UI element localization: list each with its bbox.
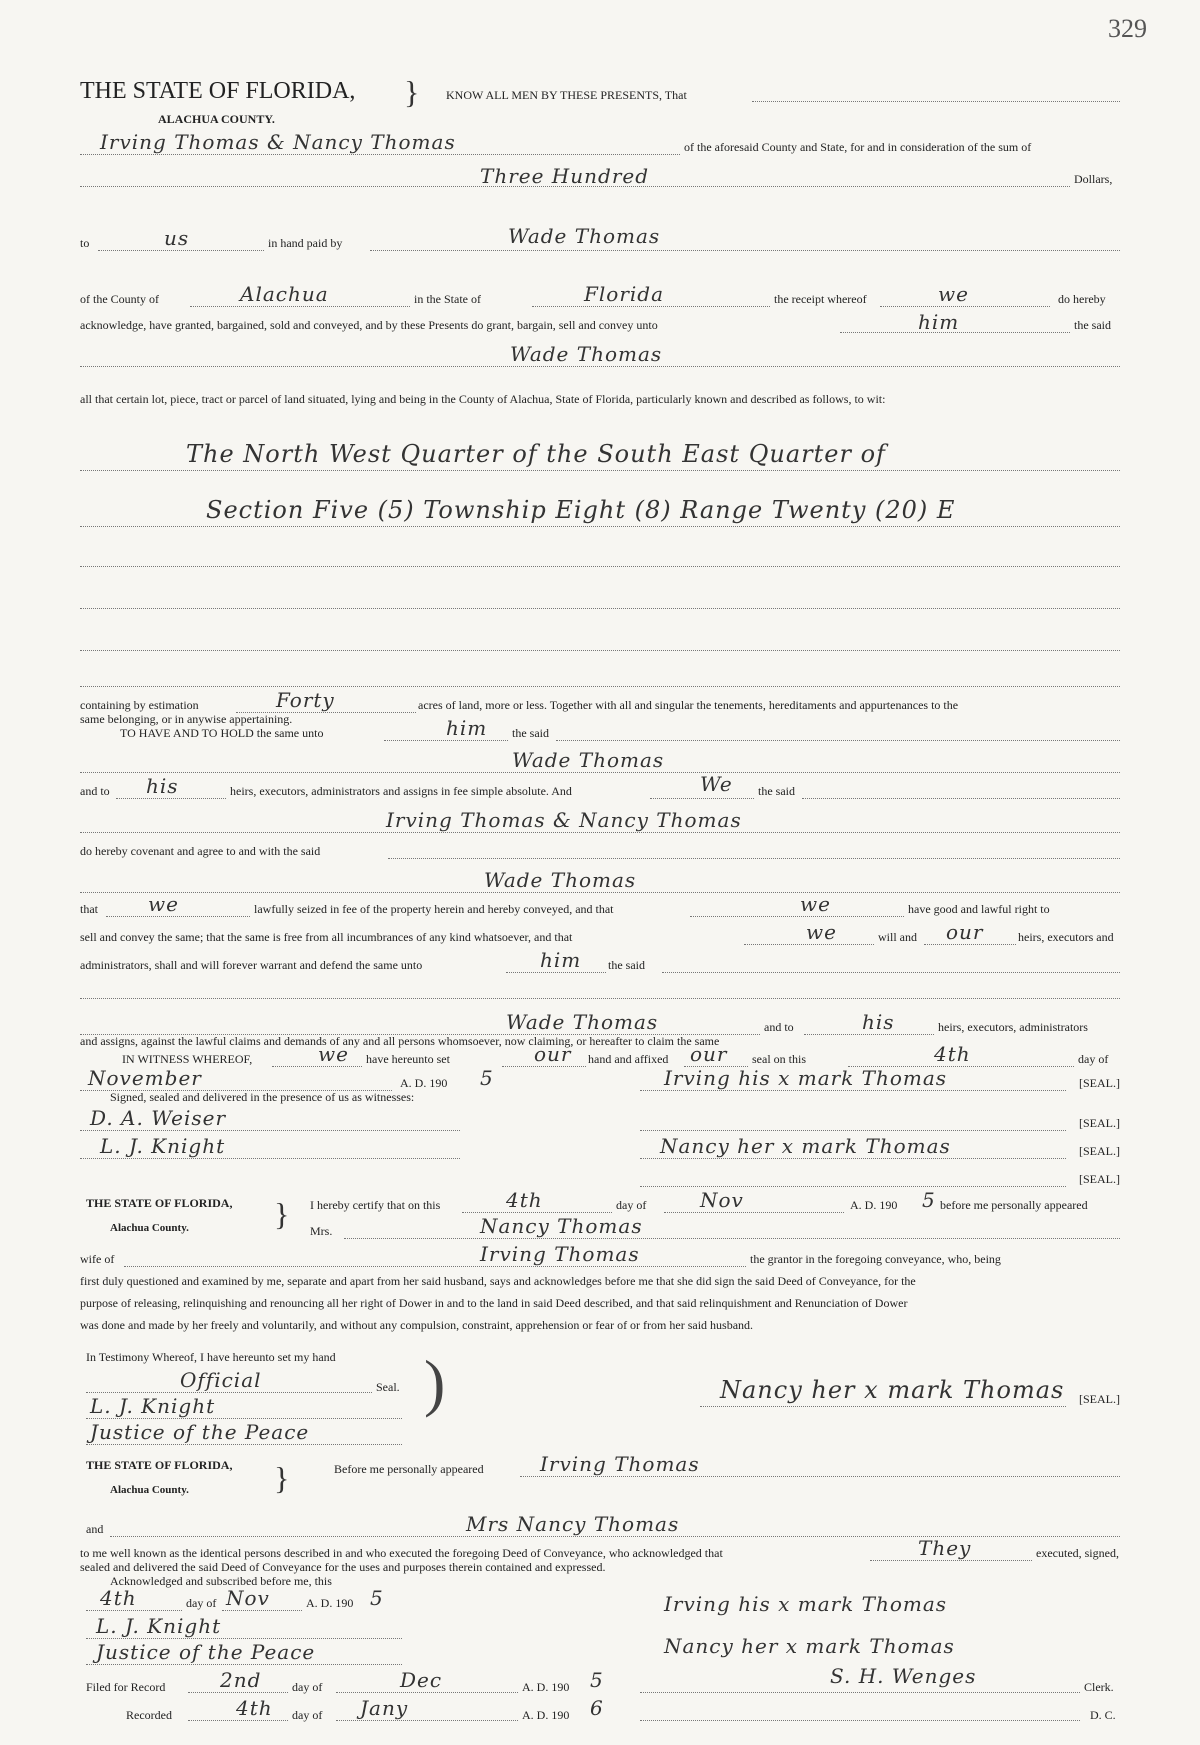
grantors-rule: [80, 154, 680, 155]
have-value: him: [446, 716, 488, 740]
convey-value: him: [918, 310, 960, 334]
state-value: Florida: [584, 282, 664, 306]
seal-3: [SEAL.]: [1079, 1144, 1120, 1158]
recorded-day: 4th: [236, 1696, 273, 1720]
dower-month-rule: [664, 1212, 844, 1213]
dower-p1: first duly questioned and examined by me, separate and apart from her said husband, says and acknowledges before me that she did sign the said Deed of Conveyance, for the: [80, 1274, 916, 1288]
heirs-text: heirs, executors, administrators and assigns in fee simple absolute. And: [230, 784, 572, 798]
witness-1-rule: [80, 1130, 460, 1131]
filed-year: 5: [590, 1668, 604, 1692]
seal-value: our: [690, 1042, 728, 1066]
header-brace: }: [404, 74, 420, 110]
ack-before-me: Before me personally appeared: [334, 1462, 484, 1476]
sig-rule-3: [640, 1158, 1066, 1159]
dower-before-me: before me personally appeared: [940, 1198, 1088, 1212]
ack-officer-name: L. J. Knight: [96, 1614, 222, 1638]
ack-month-rule: [222, 1610, 302, 1611]
month-value: November: [88, 1066, 202, 1090]
signature-grantor-1: Irving his x mark Thomas: [664, 1066, 948, 1090]
dower-wife-value: Irving Thomas: [480, 1242, 640, 1266]
dower-officer-rule: [86, 1418, 402, 1419]
dower-month: Nov: [700, 1188, 744, 1212]
grantee-3: Wade Thomas: [484, 868, 637, 892]
defend-rule-2: [662, 972, 1120, 973]
will-value: we: [806, 920, 837, 944]
dower-mrs-value: Nancy Thomas: [480, 1214, 643, 1238]
that-text: that: [80, 902, 98, 916]
filed-day-of: day of: [292, 1680, 323, 1694]
recorded-text: Recorded: [126, 1708, 172, 1722]
dower-seal-word: Seal.: [376, 1380, 400, 1394]
filed-month: Dec: [400, 1668, 443, 1692]
ack-day-rule: [86, 1610, 182, 1611]
legal-rule-3: [80, 566, 1120, 567]
witness-text: IN WITNESS WHEREOF,: [122, 1052, 253, 1066]
defend-rule: [506, 972, 606, 973]
witness-value: we: [318, 1042, 349, 1066]
signed-sealed-text: Signed, sealed and delivered in the presence of us as witnesses:: [110, 1090, 415, 1104]
dc-label: D. C.: [1090, 1708, 1116, 1722]
paid-by-text: in hand paid by: [268, 236, 343, 250]
ack-and: and: [86, 1522, 104, 1536]
dower-signature: Nancy her x mark Thomas: [720, 1376, 1065, 1404]
filed-text: Filed for Record: [86, 1680, 166, 1694]
receipt-value: we: [938, 282, 969, 306]
filed-day-rule: [188, 1692, 288, 1693]
to-have-text: TO HAVE AND TO HOLD the same unto: [120, 726, 324, 740]
our-value: our: [946, 920, 984, 944]
witness-rule: [272, 1066, 362, 1067]
grantee-line-rule: [80, 366, 1120, 367]
that-value: we: [148, 892, 179, 916]
clerk-rule: [640, 1692, 1080, 1693]
witness-2-rule: [80, 1158, 460, 1159]
will-rule: [744, 944, 874, 945]
convey-rule: [840, 332, 1070, 333]
dower-title-rule: [86, 1444, 402, 1445]
receipt-text: the receipt whereof: [774, 292, 867, 306]
grantors-2-rule: [80, 832, 1120, 833]
sum-rule: [80, 186, 1070, 187]
dower-testimony-brace: ): [424, 1347, 446, 1418]
do-hereby-text: do hereby: [1058, 292, 1106, 306]
have-hereunto-text: have hereunto set: [366, 1052, 450, 1066]
ack-p2: sealed and delivered the said Deed of Conveyance for the uses and purposes therein contained and expressed.: [80, 1560, 606, 1574]
filed-ad: A. D. 190: [522, 1680, 570, 1694]
the-said-3: the said: [758, 784, 795, 798]
legal-rule-5: [80, 650, 1120, 651]
and-to-2: and to: [764, 1020, 794, 1034]
grantee-2-rule: [80, 772, 1120, 773]
ack-name-2: Mrs Nancy Thomas: [466, 1512, 680, 1536]
ack-title-rule: [86, 1664, 402, 1665]
recorded-ad: A. D. 190: [522, 1708, 570, 1722]
dower-certify: I hereby certify that on this: [310, 1198, 441, 1212]
hand-value: our: [534, 1042, 572, 1066]
his-rule: [116, 798, 226, 799]
sig-rule-2: [640, 1130, 1066, 1131]
sig-rule-1: [640, 1090, 1066, 1091]
ack-name-1: Irving Thomas: [540, 1452, 700, 1476]
defend-value: him: [540, 948, 582, 972]
ack-signature-2: Nancy her x mark Thomas: [664, 1634, 955, 1658]
sell-convey-text: sell and convey the same; that the same is free from all incumbrances of any kind whatsoever, and that: [80, 930, 573, 944]
recorded-month-rule: [336, 1720, 518, 1721]
grantee-handwritten: Wade Thomas: [508, 224, 661, 248]
dower-day-rule: [462, 1212, 612, 1213]
grantee-rule: [370, 250, 1120, 251]
clerk-label: Clerk.: [1084, 1680, 1114, 1694]
administrators-text: administrators, shall and will forever warrant and defend the same unto: [80, 958, 423, 972]
grantee-2: Wade Thomas: [512, 748, 665, 772]
heirs-exec-2: heirs, executors, administrators: [938, 1020, 1088, 1034]
ack-executed: executed, signed,: [1036, 1546, 1119, 1560]
will-and-text: will and: [878, 930, 917, 944]
seized-value: we: [800, 892, 831, 916]
legal-description-1: The North West Quarter of the South East Quarter of: [186, 440, 886, 468]
the-said-text: the said: [1074, 318, 1111, 332]
county-rule: [190, 306, 410, 307]
we-value: We: [700, 772, 733, 796]
his-value-2: his: [862, 1010, 895, 1034]
seized-text: lawfully seized in fee of the property herein and hereby conveyed, and that: [254, 902, 614, 916]
acres-value: Forty: [276, 688, 335, 712]
receipt-rule: [880, 306, 1050, 307]
grantee-line: Wade Thomas: [510, 342, 663, 366]
dower-official: Official: [180, 1368, 262, 1392]
ack-county: Alachua County.: [110, 1484, 189, 1496]
ack-they-rule: [870, 1560, 1032, 1561]
grantors-handwritten: Irving Thomas & Nancy Thomas: [100, 130, 456, 154]
dower-mrs: Mrs.: [310, 1224, 333, 1238]
dower-p2: purpose of releasing, relinquishing and renouncing all her right of Dower in and to the land in said Deed described, and that said relinquishment and Renunciation of Dower: [80, 1296, 908, 1310]
grantee-4: Wade Thomas: [506, 1010, 659, 1034]
filed-day: 2nd: [220, 1668, 262, 1692]
state-heading: THE STATE OF FLORIDA,: [80, 78, 356, 104]
county-heading: ALACHUA COUNTY.: [158, 112, 275, 126]
acres-text: acres of land, more or less. Together with all and singular the tenements, hereditaments and appurtenances to the: [418, 698, 959, 712]
ad-text: A. D. 190: [400, 1076, 448, 1090]
recorded-month: Jany: [360, 1696, 409, 1720]
grantors-2: Irving Thomas & Nancy Thomas: [386, 808, 742, 832]
dollars-text: Dollars,: [1074, 172, 1113, 186]
to-rule: [98, 250, 264, 251]
filed-month-rule: [336, 1692, 518, 1693]
covenant-rule: [388, 858, 1120, 859]
acknowledge-text: acknowledge, have granted, bargained, sold and conveyed, and by these Presents do grant, bargain, sell and convey unto: [80, 318, 658, 332]
blank-rule: [80, 998, 1120, 999]
dower-sig-rule: [700, 1406, 1066, 1407]
legal-description-2: Section Five (5) Township Eight (8) Range Twenty (20) E: [206, 496, 956, 524]
ack-state: THE STATE OF FLORIDA,: [86, 1458, 233, 1472]
to-value: us: [164, 226, 190, 250]
day-of-text: day of: [1078, 1052, 1109, 1066]
dower-day-of: day of: [616, 1198, 647, 1212]
state-rule: [532, 306, 770, 307]
dower-mrs-rule: [344, 1238, 1120, 1239]
know-all-text: KNOW ALL MEN BY THESE PRESENTS, That: [446, 88, 687, 102]
ack-brace: }: [274, 1460, 290, 1496]
witness-1-signature: D. A. Weiser: [90, 1106, 227, 1130]
hand-affixed-text: hand and affixed: [588, 1052, 669, 1066]
page-number: 329: [1108, 14, 1147, 43]
the-said-4: the said: [608, 958, 645, 972]
hand-rule: [502, 1066, 586, 1067]
same-belonging-text: same belonging, or in anywise appertaining.: [80, 712, 293, 726]
legal-rule-2: [80, 526, 1120, 527]
recorded-year: 6: [590, 1696, 604, 1720]
seal-4: [SEAL.]: [1079, 1172, 1120, 1186]
have-rule: [384, 740, 508, 741]
recorded-day-of: day of: [292, 1708, 323, 1722]
dower-ad: A. D. 190: [850, 1198, 898, 1212]
to-text: to: [80, 236, 90, 250]
have-rule-2: [556, 740, 1120, 741]
our-rule: [924, 944, 1016, 945]
seized-rule: [690, 916, 904, 917]
dower-state: THE STATE OF FLORIDA,: [86, 1196, 233, 1210]
state-of-text: in the State of: [414, 292, 481, 306]
dower-year: 5: [922, 1188, 936, 1212]
and-to-text: and to: [80, 784, 110, 798]
grantee-3-rule: [80, 892, 1120, 893]
ack-month: Nov: [226, 1586, 270, 1610]
ack-p1: to me well known as the identical persons described in and who executed the foregoing Deed of Conveyance, who acknowledged that: [80, 1546, 723, 1560]
legal-rule-6: [80, 686, 1120, 687]
ack-day-of: day of: [186, 1596, 217, 1610]
clerk-signature: S. H. Wenges: [830, 1664, 977, 1688]
sig-rule-4: [640, 1186, 1066, 1187]
his-rule-2: [804, 1034, 934, 1035]
ack-officer-title: Justice of the Peace: [96, 1640, 316, 1664]
dower-p3: was done and made by her freely and voluntarily, and without any compulsion, constraint, apprehension or fear of or from her said husband.: [80, 1318, 754, 1332]
legal-rule-4: [80, 608, 1120, 609]
ack-acknowledged: Acknowledged and subscribed before me, this: [110, 1574, 332, 1588]
ack-year: 5: [370, 1586, 384, 1610]
ack-day: 4th: [100, 1586, 137, 1610]
year-value: 5: [480, 1066, 494, 1090]
his-value: his: [146, 774, 179, 798]
dower-grantor-text: the grantor in the foregoing conveyance, who, being: [750, 1252, 1001, 1266]
dower-brace: }: [274, 1196, 290, 1232]
ack-ad: A. D. 190: [306, 1596, 354, 1610]
dower-wife-of: wife of: [80, 1252, 115, 1266]
good-right-text: have good and lawful right to: [908, 902, 1050, 916]
seal-on-this-text: seal on this: [752, 1052, 806, 1066]
legal-rule-1: [80, 470, 1120, 471]
ack-signature-1: Irving his x mark Thomas: [664, 1592, 948, 1616]
ack-name-1-rule: [520, 1476, 1120, 1477]
dower-wife-rule: [124, 1266, 746, 1267]
all-that-text: all that certain lot, piece, tract or parcel of land situated, lying and being in the County of Alachua, State of Florida, particularly known and described as follows, to wit:: [80, 392, 886, 406]
know-all-rule: [752, 101, 1120, 102]
we-rule-2: [802, 798, 1120, 799]
assigns-text: and assigns, against the lawful claims and demands of any and all persons whomsoever, now claiming, or hereafter to claim the same: [80, 1034, 720, 1048]
recorded-day-rule: [188, 1720, 288, 1721]
dower-officer-name: L. J. Knight: [90, 1394, 216, 1418]
dc-rule: [640, 1720, 1080, 1721]
seal-1: [SEAL.]: [1079, 1076, 1120, 1090]
ack-they: They: [918, 1536, 972, 1560]
dower-county: Alachua County.: [110, 1222, 189, 1234]
witness-2-signature: L. J. Knight: [100, 1134, 226, 1158]
heirs-exec-text: heirs, executors and: [1018, 930, 1114, 944]
seal-2: [SEAL.]: [1079, 1116, 1120, 1130]
dower-day: 4th: [506, 1188, 543, 1212]
dower-official-rule: [86, 1392, 372, 1393]
we-rule: [650, 798, 754, 799]
dower-testimony: In Testimony Whereof, I have hereunto set my hand: [86, 1350, 336, 1364]
day-value: 4th: [934, 1042, 971, 1066]
county-value: Alachua: [240, 282, 329, 306]
containing-text: containing by estimation: [80, 698, 199, 712]
the-said-2: the said: [512, 726, 549, 740]
dower-officer-title: Justice of the Peace: [90, 1420, 310, 1444]
dower-seal: [SEAL.]: [1079, 1392, 1120, 1406]
county-of-text: of the County of: [80, 292, 159, 306]
signature-grantor-2: Nancy her x mark Thomas: [660, 1134, 951, 1158]
that-rule: [106, 916, 250, 917]
covenant-text: do hereby covenant and agree to and with the said: [80, 844, 321, 858]
sum-handwritten: Three Hundred: [480, 164, 650, 188]
aforesaid-text: of the aforesaid County and State, for and in consideration of the sum of: [684, 140, 1032, 154]
ack-officer-rule: [86, 1638, 402, 1639]
